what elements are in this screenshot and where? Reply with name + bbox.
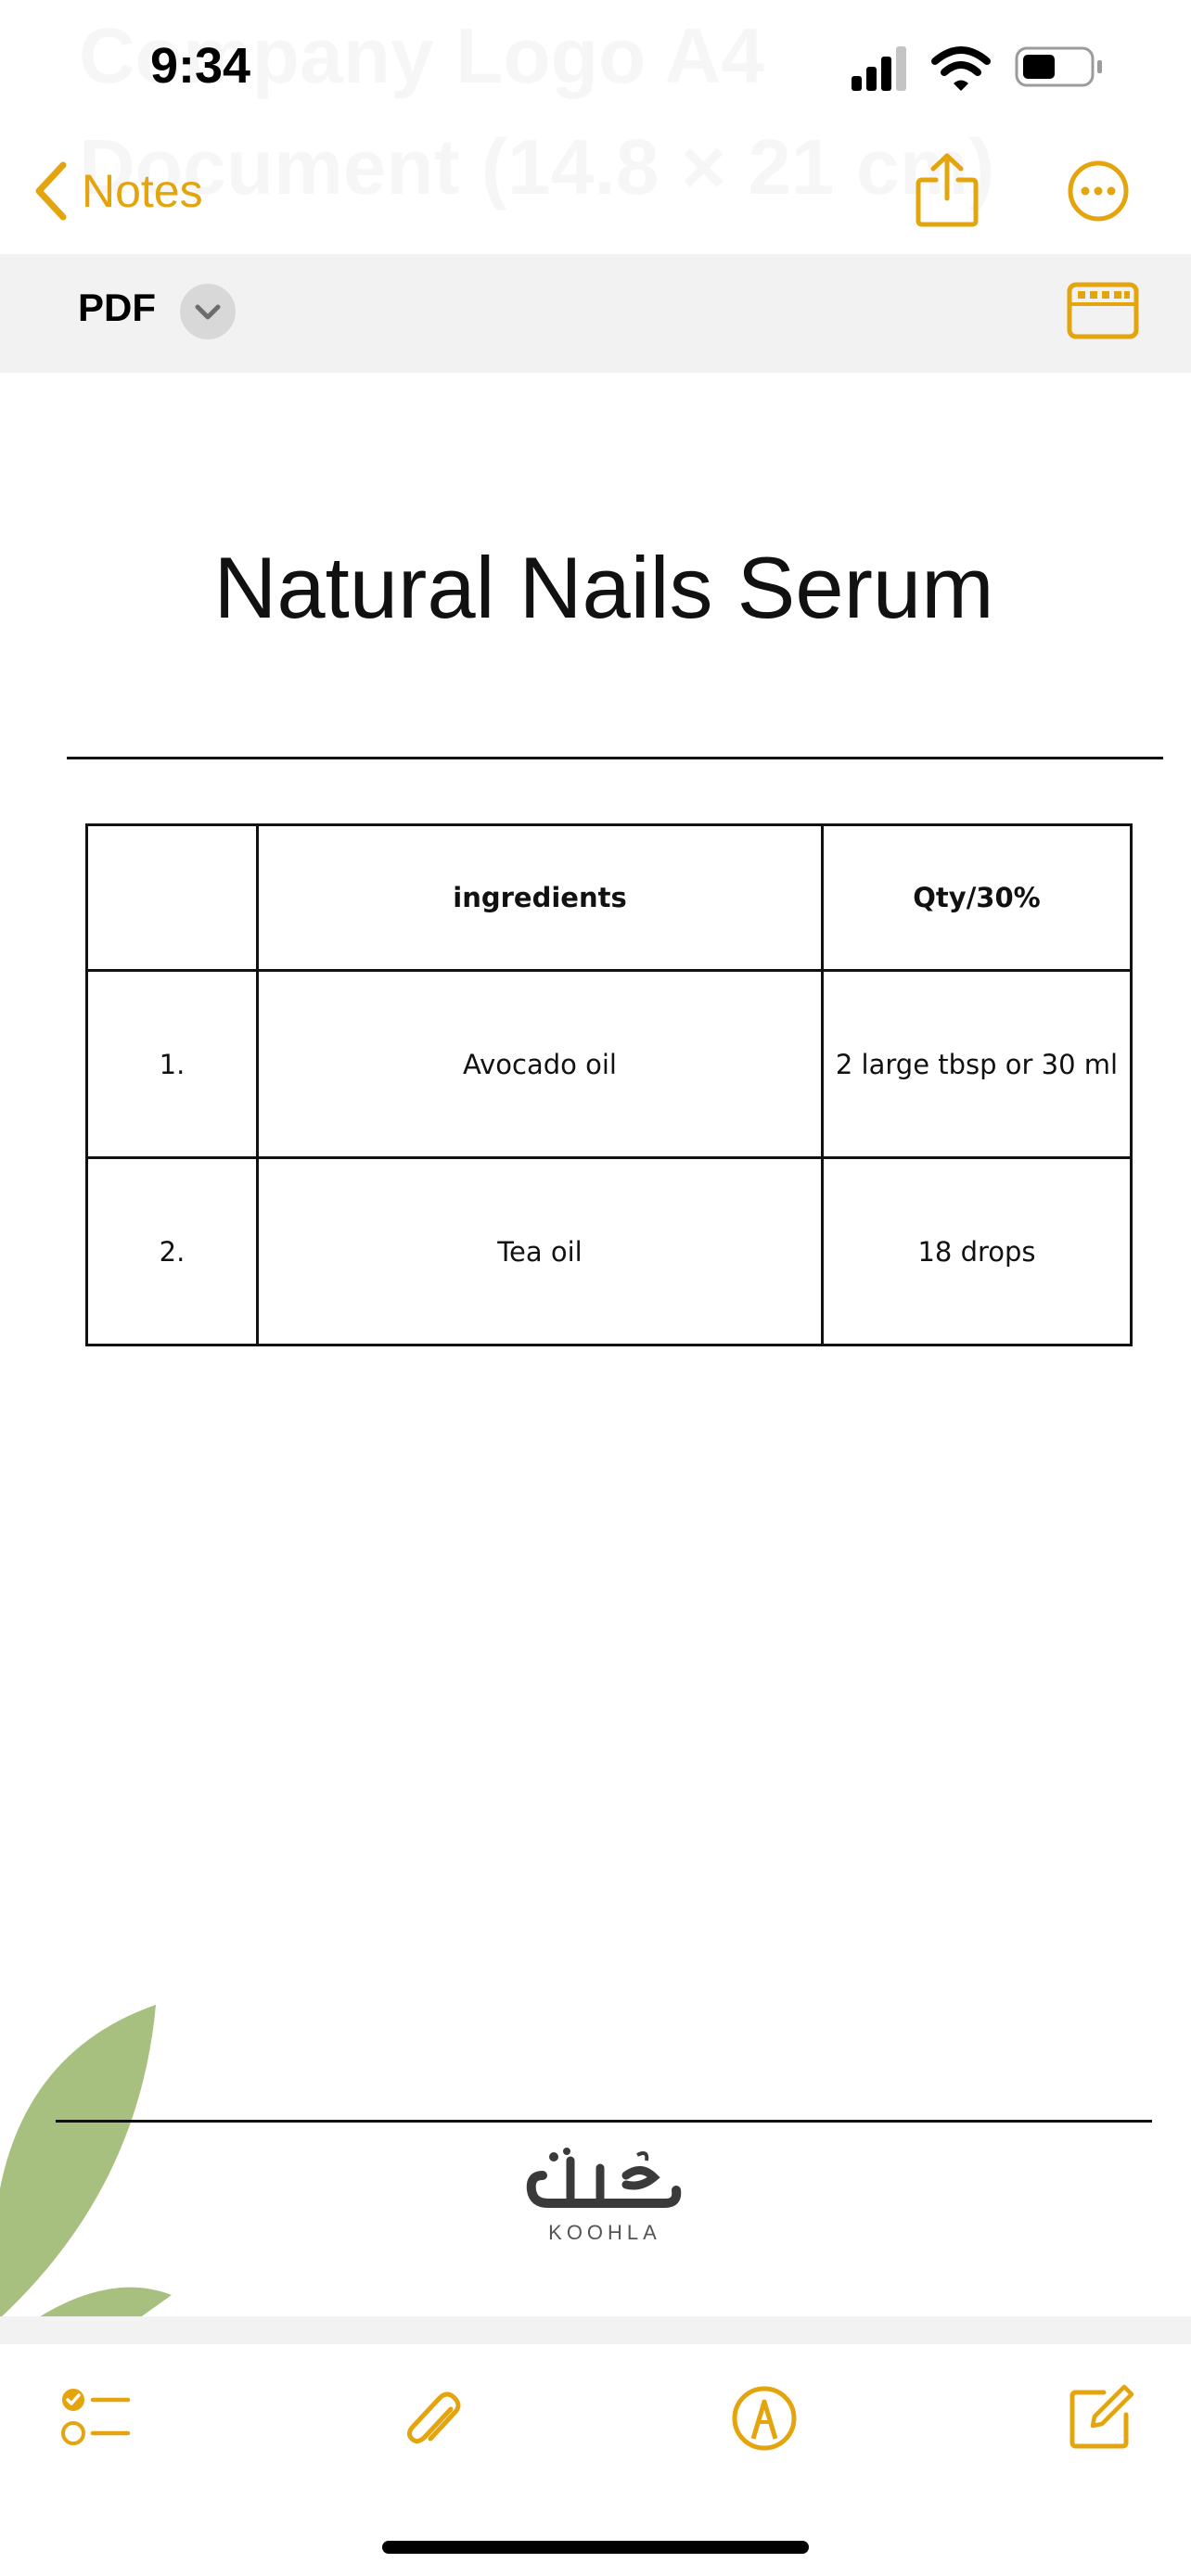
attachment-bar (0, 254, 1191, 373)
ingredients-table (85, 823, 1133, 1346)
cellular-signal-icon (852, 46, 906, 91)
attachment-icon[interactable] (401, 2383, 464, 2454)
table-cell: 2. (87, 1158, 258, 1345)
status-time: 9:34 (150, 38, 251, 94)
koohla-logo-mark (526, 2148, 684, 2213)
title-divider (67, 757, 1163, 759)
more-options-icon[interactable] (1067, 159, 1130, 223)
table-cell: 18 drops (823, 1158, 1132, 1345)
table-header-cell (87, 825, 258, 971)
markup-icon[interactable] (731, 2385, 798, 2452)
document-title: Natural Nails Serum (213, 539, 994, 636)
chevron-left-icon (32, 161, 69, 221)
table-cell: 2 large tbsp or 30 ml (823, 971, 1132, 1158)
home-indicator[interactable] (382, 2541, 809, 2554)
leaf-decoration (0, 1994, 186, 2318)
table-header-cell: Qty/30% (823, 825, 1132, 971)
table-header-row (87, 825, 1132, 971)
table-row (87, 971, 1132, 1158)
footer-divider (56, 2120, 1152, 2123)
toolbar-separator (0, 2316, 1191, 2344)
compose-icon[interactable] (1067, 2383, 1135, 2452)
table-cell: 1. (87, 971, 258, 1158)
attachment-type-label: PDF (78, 286, 156, 329)
table-cell: Tea oil (258, 1158, 823, 1345)
keyboard-icon[interactable] (1067, 282, 1139, 339)
checklist-icon[interactable] (59, 2385, 132, 2448)
table-cell: Avocado oil (258, 971, 823, 1158)
share-icon[interactable] (913, 152, 981, 228)
logo-wordmark: KOOHLA (548, 2221, 661, 2244)
chevron-down-icon (180, 284, 236, 339)
back-label: Notes (82, 165, 203, 217)
attachment-menu-button[interactable] (180, 284, 236, 339)
battery-icon (1017, 48, 1102, 85)
koohla-logo (512, 2148, 698, 2250)
table-row (87, 1158, 1132, 1345)
table-header-cell: ingredients (258, 825, 823, 971)
wifi-icon (935, 50, 987, 91)
status-icons (852, 43, 1102, 95)
back-to-notes-button[interactable] (32, 154, 203, 228)
